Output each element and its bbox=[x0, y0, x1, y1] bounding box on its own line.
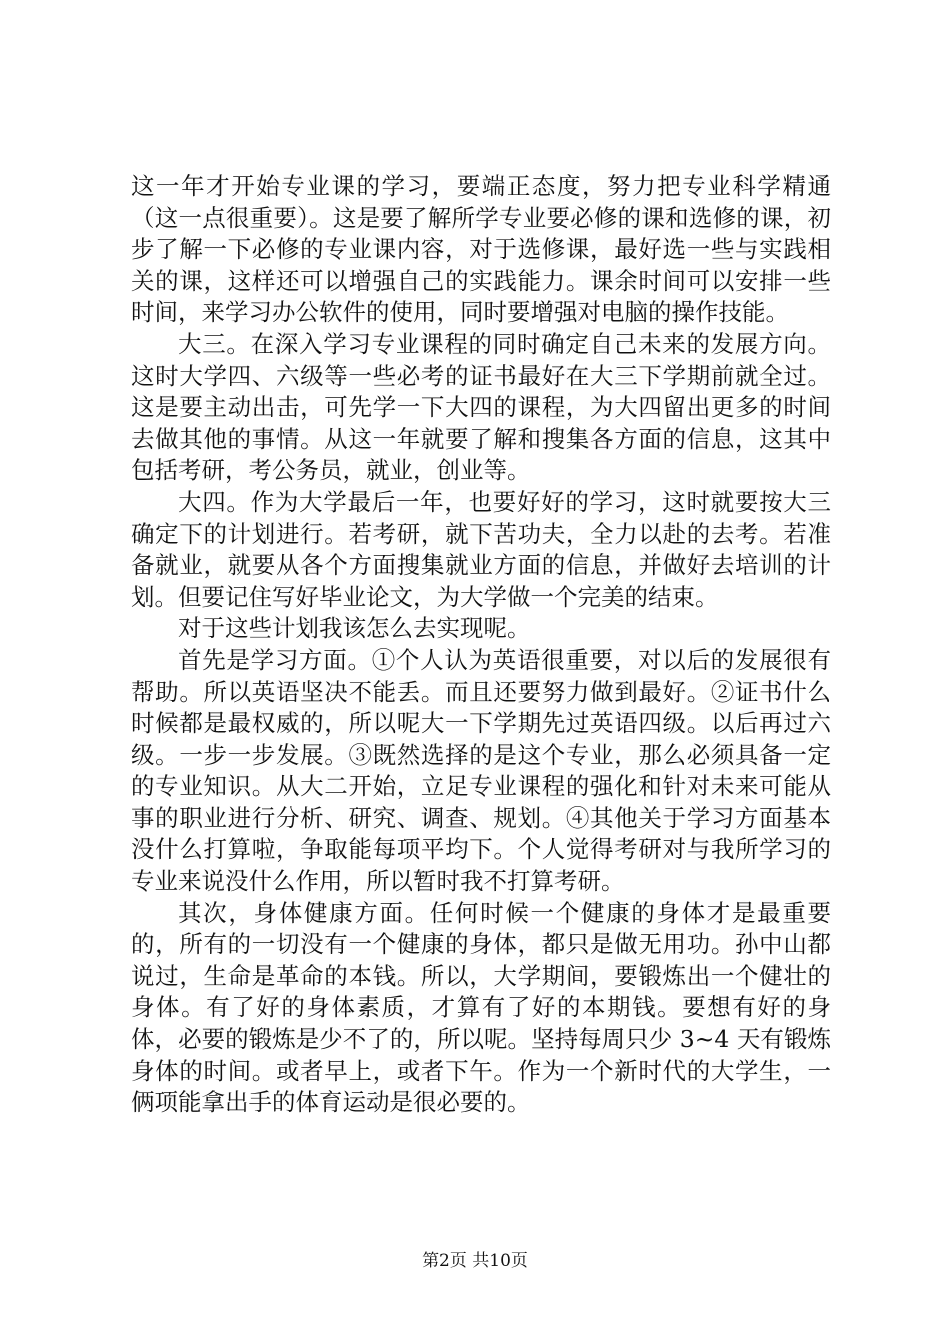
paragraph: 这一年才开始专业课的学习，要端正态度，努力把专业科学精通（这一点很重要）。这是要了解所学专业要必修的课和选修的课，初步了解一下必修的专业课内容，对于选修课，最好选一些与实践相关的课，这样还可以增强自己的实践能力。课余时间可以安排一些时间，来学习办公软件的使用，同时要增强对电脑的操作技能。 bbox=[131, 172, 831, 327]
paragraph: 其次，身体健康方面。任何时候一个健康的身体才是最重要的，所有的一切没有一个健康的身体，都只是做无用功。孙中山都说过，生命是革命的本钱。所以，大学期间，要锻炼出一个健壮的身体。有了好的身体素质，才算有了好的本期钱。要想有好的身体，必要的锻炼是少不了的，所以呢。坚持每周只少 3~4 天有锻炼身体的时间。或者早上，或者下午。作为一个新时代的大学生，一俩项能拿出手的体育运动是很必要的。 bbox=[131, 898, 831, 1117]
paragraph: 首先是学习方面。①个人认为英语很重要，对以后的发展很有帮助。所以英语坚决不能丢。而且还要努力做到最好。②证书什么时候都是最权威的，所以呢大一下学期先过英语四级。以后再过六级。一步一步发展。③既然选择的是这个专业，那么必须具备一定的专业知识。从大二开始，立足专业课程的强化和针对未来可能从事的职业进行分析、研究、调查、规划。④其他关于学习方面基本没什么打算啦，争取能每项平均下。个人觉得考研对与我所学习的专业来说没什么作用，所以暂时我不打算考研。 bbox=[131, 645, 831, 896]
paragraph: 大三。在深入学习专业课程的同时确定自己未来的发展方向。这时大学四、六级等一些必考的证书最好在大三下学期前就全过。这是要主动出击，可先学一下大四的课程，为大四留出更多的时间去做其他的事情。从这一年就要了解和搜集各方面的信息，这其中包括考研，考公务员，就业，创业等。 bbox=[131, 329, 831, 485]
paragraph: 对于这些计划我该怎么去实现呢。 bbox=[178, 614, 531, 643]
page-footer: 第2页 共10页 bbox=[422, 1251, 528, 1271]
document-body bbox=[131, 171, 831, 1119]
paragraph: 大四。作为大学最后一年，也要好好的学习，这时就要按大三确定下的计划进行。若考研，就下苦功夫，全力以赴的去考。若准备就业，就要从各个方面搜集就业方面的信息，并做好去培训的计划。但要记住写好毕业论文，为大学做一个完美的结束。 bbox=[131, 487, 831, 611]
